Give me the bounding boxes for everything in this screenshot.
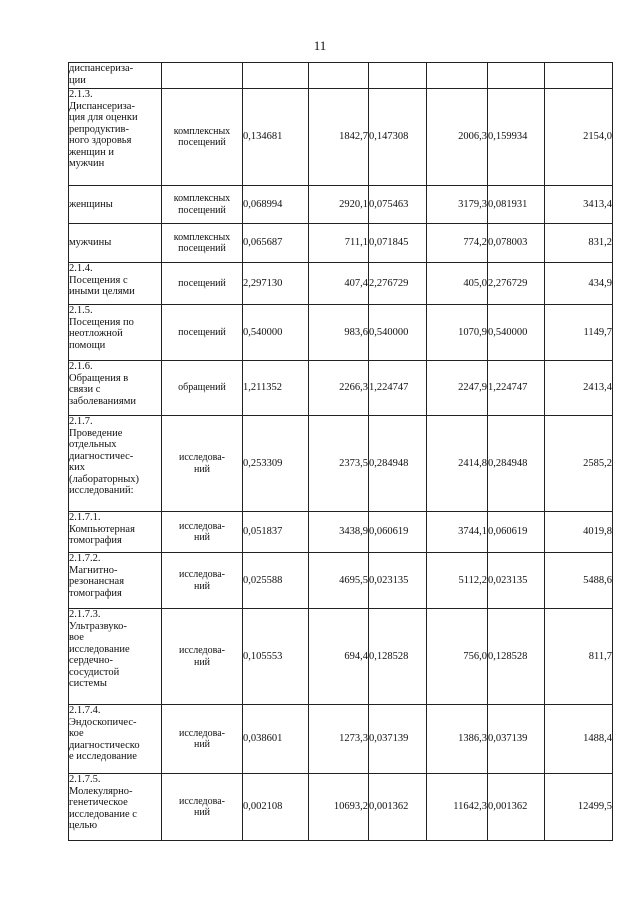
- cost-value-2: 774,2: [427, 224, 488, 263]
- row-unit: посещений: [162, 305, 243, 361]
- row-unit: исследова- ний: [162, 705, 243, 774]
- row-unit: исследова- ний: [162, 774, 243, 841]
- row-name: 2.1.7.2. Магнитно- резонансная томография: [69, 553, 162, 609]
- table-row: [69, 512, 613, 553]
- cost-value-1: 983,6: [309, 305, 369, 361]
- cost-value-3: 1488,4: [545, 705, 613, 774]
- cost-value-1: 711,1: [309, 224, 369, 263]
- cost-value-3: 831,2: [545, 224, 613, 263]
- cost-value-3: 2585,2: [545, 416, 613, 512]
- cost-value-2: 11642,3: [427, 774, 488, 841]
- cost-value-3: 811,7: [545, 609, 613, 705]
- cost-value-2: 1070,9: [427, 305, 488, 361]
- norm-value-3: 0,159934: [488, 89, 545, 186]
- table-row: [69, 705, 613, 774]
- cost-value-3: 4019,8: [545, 512, 613, 553]
- norm-value-1: 0,105553: [243, 609, 309, 705]
- cost-value-1: 2920,1: [309, 186, 369, 224]
- row-name: 2.1.7.4. Эндоскопичес- кое диагностическо е исследование: [69, 705, 162, 774]
- cost-value-1: 1273,3: [309, 705, 369, 774]
- norm-value-2: [369, 63, 427, 89]
- norm-value-3: [488, 63, 545, 89]
- row-unit: исследова- ний: [162, 416, 243, 512]
- row-name: женщины: [69, 186, 162, 224]
- cost-value-1: 407,4: [309, 263, 369, 305]
- cost-value-3: 2413,4: [545, 361, 613, 416]
- cost-value-3: 434,9: [545, 263, 613, 305]
- table-row: [69, 89, 613, 186]
- row-unit: [162, 63, 243, 89]
- norm-value-3: 2,276729: [488, 263, 545, 305]
- norm-value-1: 0,025588: [243, 553, 309, 609]
- norm-value-3: 1,224747: [488, 361, 545, 416]
- row-name: 2.1.5. Посещения по неотложной помощи: [69, 305, 162, 361]
- cost-value-2: 405,0: [427, 263, 488, 305]
- norm-value-2: 0,023135: [369, 553, 427, 609]
- table-row: [69, 263, 613, 305]
- row-unit: исследова- ний: [162, 512, 243, 553]
- cost-value-1: 1842,7: [309, 89, 369, 186]
- table-row: [69, 416, 613, 512]
- norm-value-2: 0,071845: [369, 224, 427, 263]
- norm-value-2: 0,037139: [369, 705, 427, 774]
- cost-value-2: 3744,1: [427, 512, 488, 553]
- table-row: [69, 609, 613, 705]
- cost-value-2: 3179,3: [427, 186, 488, 224]
- cost-value-3: 1149,7: [545, 305, 613, 361]
- row-name: 2.1.6. Обращения в связи с заболеваниями: [69, 361, 162, 416]
- cost-value-2: 2247,9: [427, 361, 488, 416]
- norm-value-2: 0,001362: [369, 774, 427, 841]
- table-row: [69, 361, 613, 416]
- norm-value-3: 0,060619: [488, 512, 545, 553]
- norm-value-1: 0,540000: [243, 305, 309, 361]
- table-row: [69, 186, 613, 224]
- norm-value-1: 1,211352: [243, 361, 309, 416]
- norm-value-1: 0,068994: [243, 186, 309, 224]
- cost-value-2: 756,0: [427, 609, 488, 705]
- row-unit: комплексных посещений: [162, 224, 243, 263]
- cost-value-2: 2414,8: [427, 416, 488, 512]
- norm-value-3: 0,284948: [488, 416, 545, 512]
- row-name: 2.1.3. Диспансериза- ция для оценки репродуктив- ного здоровья женщин и мужчин: [69, 89, 162, 186]
- row-name: мужчины: [69, 224, 162, 263]
- cost-value-3: 5488,6: [545, 553, 613, 609]
- row-name: 2.1.7. Проведение отдельных диагностичес- ких (лабораторных) исследований:: [69, 416, 162, 512]
- norm-value-3: 0,081931: [488, 186, 545, 224]
- table-row: [69, 553, 613, 609]
- norm-value-2: 0,284948: [369, 416, 427, 512]
- norm-value-3: 0,023135: [488, 553, 545, 609]
- norm-value-2: 1,224747: [369, 361, 427, 416]
- norm-value-3: 0,540000: [488, 305, 545, 361]
- cost-value-3: 2154,0: [545, 89, 613, 186]
- row-name: 2.1.7.3. Ультразвуко- вое исследование сердечно- сосудистой системы: [69, 609, 162, 705]
- norm-value-2: 0,060619: [369, 512, 427, 553]
- cost-value-1: 2373,5: [309, 416, 369, 512]
- cost-value-2: 2006,3: [427, 89, 488, 186]
- cost-value-3: [545, 63, 613, 89]
- cost-value-2: 5112,2: [427, 553, 488, 609]
- cost-value-1: 10693,2: [309, 774, 369, 841]
- norm-value-2: 0,128528: [369, 609, 427, 705]
- row-name: 2.1.7.5. Молекулярно- генетическое исследование с целью: [69, 774, 162, 841]
- norm-value-1: 0,253309: [243, 416, 309, 512]
- table-row: [69, 224, 613, 263]
- norm-value-1: 0,038601: [243, 705, 309, 774]
- table-row: [69, 63, 613, 89]
- cost-value-1: 3438,9: [309, 512, 369, 553]
- norm-value-3: 0,078003: [488, 224, 545, 263]
- cost-value-1: [309, 63, 369, 89]
- row-name: диспансериза- ции: [69, 63, 162, 89]
- table-row: [69, 774, 613, 841]
- norm-value-2: 0,540000: [369, 305, 427, 361]
- norm-value-2: 0,147308: [369, 89, 427, 186]
- norm-value-1: [243, 63, 309, 89]
- norm-value-3: 0,128528: [488, 609, 545, 705]
- norm-value-3: 0,037139: [488, 705, 545, 774]
- norm-value-3: 0,001362: [488, 774, 545, 841]
- norm-value-1: 2,297130: [243, 263, 309, 305]
- row-name: 2.1.7.1. Компьютерная томография: [69, 512, 162, 553]
- norm-value-2: 0,075463: [369, 186, 427, 224]
- cost-value-1: 694,4: [309, 609, 369, 705]
- norm-value-2: 2,276729: [369, 263, 427, 305]
- row-unit: посещений: [162, 263, 243, 305]
- row-unit: исследова- ний: [162, 553, 243, 609]
- financing-table: [68, 62, 613, 841]
- norm-value-1: 0,002108: [243, 774, 309, 841]
- norm-value-1: 0,051837: [243, 512, 309, 553]
- row-name: 2.1.4. Посещения с иными целями: [69, 263, 162, 305]
- row-unit: исследова- ний: [162, 609, 243, 705]
- norm-value-1: 0,134681: [243, 89, 309, 186]
- table-row: [69, 305, 613, 361]
- page-number: 11: [313, 38, 327, 53]
- row-unit: комплексных посещений: [162, 89, 243, 186]
- cost-value-1: 4695,5: [309, 553, 369, 609]
- cost-value-2: [427, 63, 488, 89]
- cost-value-3: 3413,4: [545, 186, 613, 224]
- row-unit: комплексных посещений: [162, 186, 243, 224]
- norm-value-1: 0,065687: [243, 224, 309, 263]
- cost-value-1: 2266,3: [309, 361, 369, 416]
- cost-value-2: 1386,3: [427, 705, 488, 774]
- cost-value-3: 12499,5: [545, 774, 613, 841]
- row-unit: обращений: [162, 361, 243, 416]
